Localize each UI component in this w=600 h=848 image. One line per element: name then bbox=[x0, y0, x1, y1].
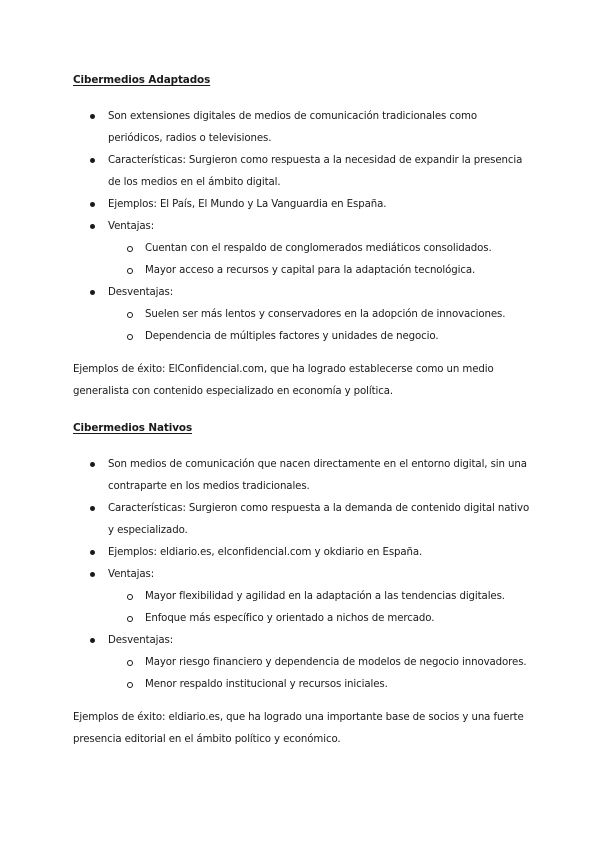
list-item bbox=[0, 150, 600, 194]
list-item-text: Ejemplos: eldiario.es, elconfidencial.com y okdiario en España. bbox=[108, 547, 423, 558]
sub-list-item bbox=[0, 608, 600, 630]
bullet-icon bbox=[90, 158, 95, 163]
section-title-nativos: Cibermedios Nativos bbox=[73, 422, 193, 434]
sub-list-item bbox=[0, 652, 600, 674]
bullet-icon bbox=[90, 224, 95, 229]
list-item bbox=[0, 282, 600, 304]
list-item bbox=[0, 564, 600, 586]
list-item bbox=[0, 106, 600, 150]
bullet-icon bbox=[90, 506, 95, 511]
sub-list-item bbox=[0, 260, 600, 282]
hollow-bullet-icon bbox=[127, 616, 133, 622]
hollow-bullet-icon bbox=[127, 268, 133, 274]
section-title-adaptados: Cibermedios Adaptados bbox=[73, 74, 211, 86]
list-item-text: Características: Surgieron como respuesta a la necesidad de expandir la presencia de los medios en el ámbito digital. bbox=[108, 155, 523, 188]
sub-list-item bbox=[0, 326, 600, 348]
list-item-text: Son medios de comunicación que nacen directamente en el entorno digital, sin una contraparte en los medios tradicionales. bbox=[108, 459, 527, 492]
sub-list-item-text: Mayor flexibilidad y agilidad en la adaptación a las tendencias digitales. bbox=[145, 591, 505, 602]
sub-list-item bbox=[0, 586, 600, 608]
list-item-text: Desventajas: bbox=[108, 635, 174, 646]
list-item bbox=[0, 194, 600, 216]
bullet-icon bbox=[90, 462, 95, 467]
bullet-icon bbox=[90, 572, 95, 577]
list-item-text: Características: Surgieron como respuesta a la demanda de contenido digital nativo y especializado. bbox=[108, 503, 530, 536]
list-item bbox=[0, 454, 600, 498]
bullet-icon bbox=[90, 550, 95, 555]
list-item-text: Son extensiones digitales de medios de comunicación tradicionales como periódicos, radios o televisiones. bbox=[108, 111, 477, 144]
sub-list-item-text: Enfoque más específico y orientado a nichos de mercado. bbox=[145, 613, 435, 624]
hollow-bullet-icon bbox=[127, 594, 133, 600]
sub-list-item-text: Menor respaldo institucional y recursos iniciales. bbox=[145, 679, 388, 690]
list-item-text: Ventajas: bbox=[108, 569, 155, 580]
bullet-icon bbox=[90, 290, 95, 295]
example-paragraph-nativos: Ejemplos de éxito: eldiario.es, que ha logrado una importante base de socios y una fuerte presencia editorial en el ámbito político y económico. bbox=[73, 712, 524, 745]
sub-list-item-text: Suelen ser más lentos y conservadores en la adopción de innovaciones. bbox=[145, 309, 506, 320]
sub-list-item bbox=[0, 304, 600, 326]
hollow-bullet-icon bbox=[127, 334, 133, 340]
hollow-bullet-icon bbox=[127, 246, 133, 252]
list-item bbox=[0, 498, 600, 542]
sub-list-item-text: Mayor acceso a recursos y capital para la adaptación tecnológica. bbox=[145, 265, 476, 276]
list-item bbox=[0, 542, 600, 564]
sub-list-item-text: Cuentan con el respaldo de conglomerados mediáticos consolidados. bbox=[145, 243, 492, 254]
list-item-text: Desventajas: bbox=[108, 287, 174, 298]
sub-list-item bbox=[0, 238, 600, 260]
hollow-bullet-icon bbox=[127, 660, 133, 666]
hollow-bullet-icon bbox=[127, 682, 133, 688]
bullet-icon bbox=[90, 638, 95, 643]
sub-list-item-text: Dependencia de múltiples factores y unidades de negocio. bbox=[145, 331, 439, 342]
list-item-text: Ejemplos: El País, El Mundo y La Vanguardia en España. bbox=[108, 199, 387, 210]
adaptados-list bbox=[0, 106, 600, 348]
sub-list-item-text: Mayor riesgo financiero y dependencia de modelos de negocio innovadores. bbox=[145, 657, 527, 668]
example-paragraph-adaptados: Ejemplos de éxito: ElConfidencial.com, que ha logrado establecerse como un medio generalista con contenido especializado en economía y política. bbox=[73, 364, 494, 397]
list-item bbox=[0, 630, 600, 652]
hollow-bullet-icon bbox=[127, 312, 133, 318]
sub-list-item bbox=[0, 674, 600, 696]
bullet-icon bbox=[90, 114, 95, 119]
list-item-text: Ventajas: bbox=[108, 221, 155, 232]
nativos-list bbox=[0, 454, 600, 696]
list-item bbox=[0, 216, 600, 238]
bullet-icon bbox=[90, 202, 95, 207]
